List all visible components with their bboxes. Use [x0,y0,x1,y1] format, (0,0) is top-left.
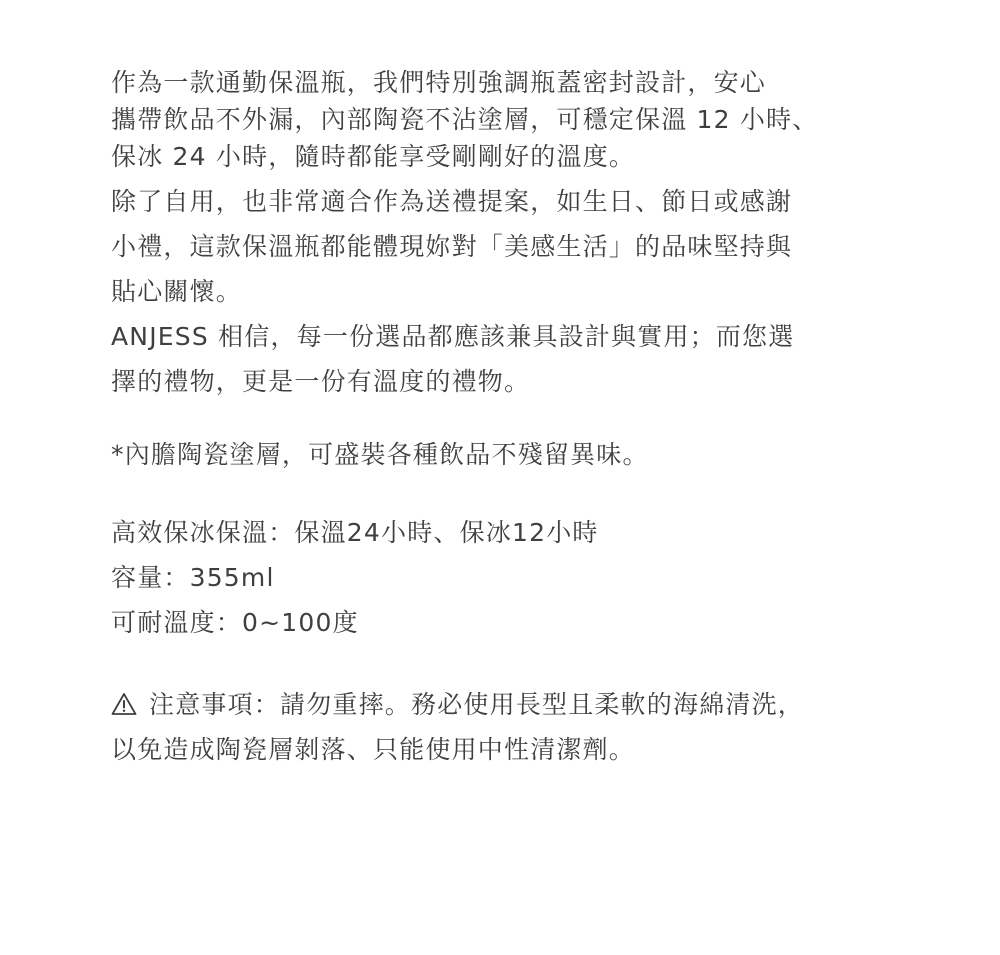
coating-note: *內膽陶瓷塗層，可盛裝各種飲品不殘留異味。 [111,440,649,469]
description-line: 作為一款通勤保溫瓶，我們特別強調瓶蓋密封設計，安心 [111,68,767,97]
description-line: 攜帶飲品不外漏，內部陶瓷不沾塗層，可穩定保溫 12 小時、 [111,105,819,134]
spec-item: 高效保冰保溫：保溫24小時、保冰12小時 [111,518,599,547]
care-warning [111,682,911,772]
description-paragraph [111,64,911,400]
description-line: ANJESS 相信，每一份選品都應該兼具設計與實用；而您選 [111,322,795,351]
warning-text: 注意事項：請勿重摔。務必使用長型且柔軟的海綿清洗， [149,690,805,719]
product-description [111,64,911,772]
warning-line [111,682,911,727]
spec-item: 容量：355ml [111,563,275,592]
spec-list [111,510,911,645]
description-line: 擇的禮物，更是一份有溫度的禮物。 [111,367,531,396]
description-line: 保冰 24 小時，隨時都能享受剛剛好的溫度。 [111,142,636,171]
warning-line: 以免造成陶瓷層剝落、只能使用中性清潔劑。 [111,735,636,764]
description-line: 貼心關懷。 [111,277,243,306]
warning-triangle-icon [111,692,137,716]
spec-item: 可耐溫度：0~100度 [111,608,359,637]
description-line: 小禮，這款保溫瓶都能體現妳對「美感生活」的品味堅持與 [111,232,793,261]
description-line: 除了自用，也非常適合作為送禮提案，如生日、節日或感謝 [111,187,793,216]
